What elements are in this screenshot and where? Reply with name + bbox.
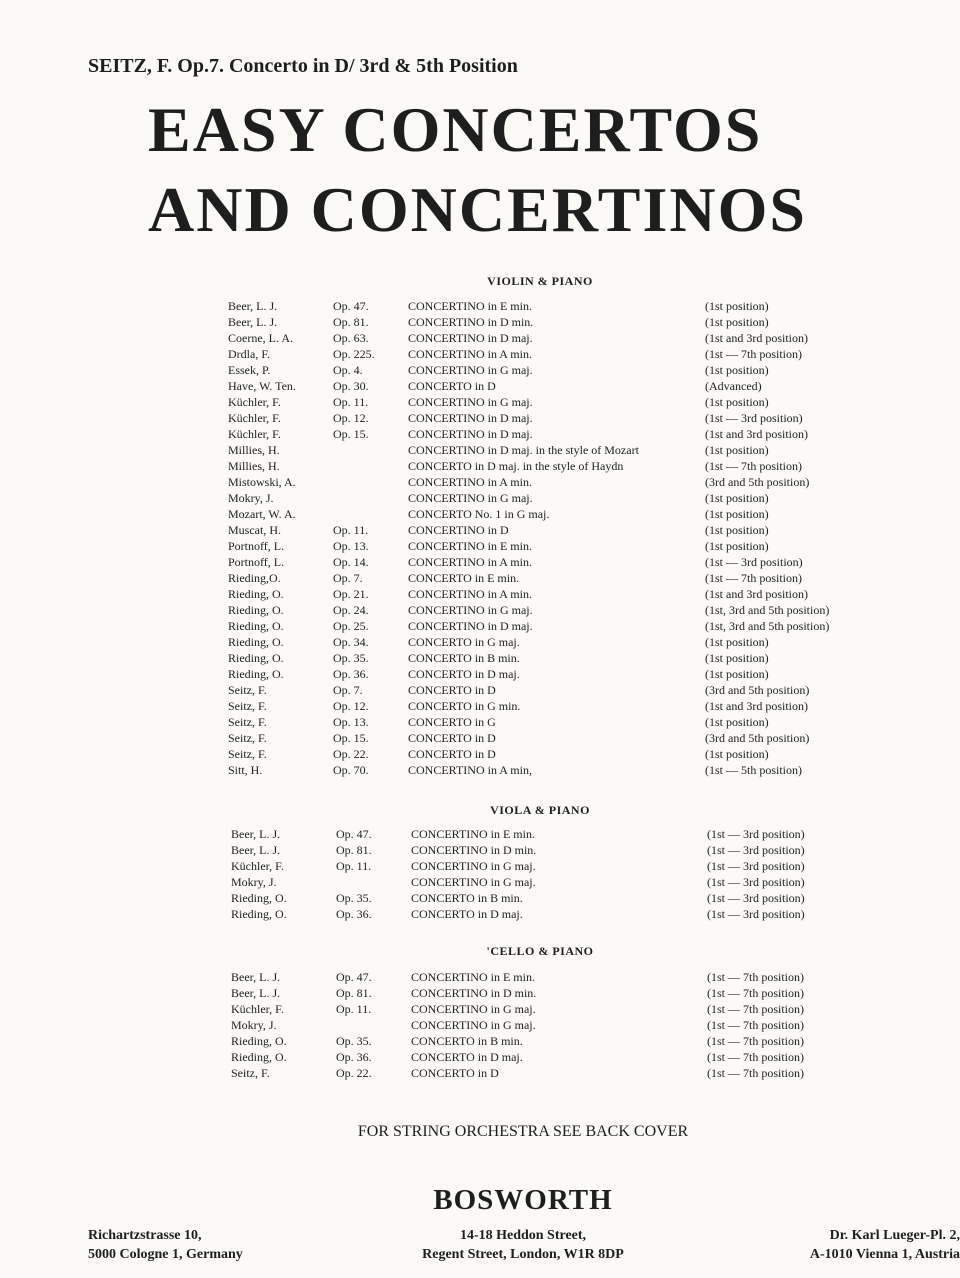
opus-number: Op. 7. (333, 683, 363, 697)
opus-number: Op. 35. (336, 1034, 372, 1048)
position-range: (1st — 7th position) (707, 1034, 805, 1048)
work-title: CONCERTINO in G maj. (408, 363, 533, 377)
position-range: (1st — 7th position) (707, 1050, 805, 1064)
composer-name: Rieding, O. (231, 1034, 287, 1048)
work-title: CONCERTO in D (408, 683, 496, 697)
composer-name: Beer, L. J. (231, 843, 281, 857)
work-title: CONCERTINO in D maj. (408, 427, 533, 441)
opus-number: Op. 47. (336, 970, 372, 984)
position-range: (1st position) (705, 523, 769, 537)
opus-number: Op. 22. (333, 747, 369, 761)
opus-number: Op. 22. (336, 1066, 372, 1080)
opus-number: Op. 11. (333, 523, 369, 537)
work-title: CONCERTO in E min. (408, 571, 520, 585)
composer-name: Mokry, J. (231, 875, 277, 889)
position-range: (1st — 7th position) (705, 571, 803, 585)
composer-name: Rieding, O. (231, 907, 287, 921)
position-range: (1st position) (705, 507, 769, 521)
opus-number: Op. 35. (336, 891, 372, 905)
work-title: CONCERTINO in E min. (411, 827, 535, 841)
catalog-row (0, 650, 960, 666)
work-title: CONCERTINO in E min. (408, 299, 532, 313)
composer-name: Mozart, W. A. (228, 507, 296, 521)
catalog-row (0, 890, 960, 906)
composer-name: Mokry, J. (228, 491, 274, 505)
position-range: (1st — 7th position) (705, 347, 803, 361)
opus-number: Op. 11. (336, 1002, 372, 1016)
catalog-row (0, 666, 960, 682)
composer-name: Have, W. Ten. (228, 379, 296, 393)
catalog-row (0, 746, 960, 762)
position-range: (1st — 3rd position) (705, 411, 803, 425)
position-range: (1st — 7th position) (707, 1066, 805, 1080)
composer-name: Küchler, F. (231, 1002, 284, 1016)
catalog-row (0, 698, 960, 714)
opus-number: Op. 47. (336, 827, 372, 841)
work-title: CONCERTO in D (408, 747, 496, 761)
position-range: (1st — 3rd position) (707, 859, 805, 873)
position-range: (1st — 7th position) (707, 1018, 805, 1032)
opus-number: Op. 63. (333, 331, 369, 345)
catalog-row (0, 714, 960, 730)
position-range: (1st position) (705, 315, 769, 329)
position-range: (1st — 7th position) (707, 970, 805, 984)
catalog-row (0, 314, 960, 330)
catalog-row (0, 394, 960, 410)
work-title: CONCERTO in G maj. (408, 635, 520, 649)
catalog-row (0, 826, 960, 842)
composer-name: Beer, L. J. (231, 986, 281, 1000)
section-heading: VIOLA & PIANO (490, 803, 590, 817)
opus-number: Op. 25. (333, 619, 369, 633)
catalog-row (0, 586, 960, 602)
composer-name: Rieding, O. (231, 891, 287, 905)
composer-name: Rieding, O. (231, 1050, 287, 1064)
work-title: CONCERTINO in D min. (411, 986, 537, 1000)
address-line: A-1010 Vienna 1, Austria (809, 1247, 960, 1262)
work-title: CONCERTINO in A min. (408, 555, 532, 569)
composer-name: Seitz, F. (231, 1066, 270, 1080)
position-range: (1st and 3rd position) (705, 699, 808, 713)
work-title: CONCERTO in G min. (408, 699, 521, 713)
composer-name: Millies, H. (228, 443, 280, 457)
work-title: CONCERTO in D maj. (411, 1050, 523, 1064)
opus-number: Op. 36. (333, 667, 369, 681)
catalog-row (0, 458, 960, 474)
work-title: CONCERTINO in A min. (408, 347, 532, 361)
composer-name: Drdla, F. (228, 347, 271, 361)
address-line: Dr. Karl Lueger-Pl. 2, (829, 1228, 960, 1243)
position-range: (1st position) (705, 299, 769, 313)
composer-name: Seitz, F. (228, 715, 267, 729)
opus-number: Op. 30. (333, 379, 369, 393)
position-range: (1st — 7th position) (707, 1002, 805, 1016)
composer-name: Beer, L. J. (228, 299, 278, 313)
position-range: (1st and 3rd position) (705, 331, 808, 345)
composer-name: Rieding, O. (228, 587, 284, 601)
opus-number: Op. 14. (333, 555, 369, 569)
work-title: CONCERTO in G (408, 715, 496, 729)
composer-name: Essek, P. (228, 363, 271, 377)
opus-number: Op. 35. (333, 651, 369, 665)
opus-number: Op. 24. (333, 603, 369, 617)
opus-number: Op. 70. (333, 763, 369, 777)
work-title: CONCERTINO in D min. (408, 315, 534, 329)
work-title: CONCERTINO in D maj. in the style of Mozart (408, 443, 639, 457)
opus-number: Op. 4. (333, 363, 363, 377)
composer-name: Beer, L. J. (228, 315, 278, 329)
composer-name: Rieding, O. (228, 619, 284, 633)
position-range: (1st position) (705, 395, 769, 409)
work-title: CONCERTO in D maj. in the style of Haydn (408, 459, 624, 473)
work-title: CONCERTINO in E min. (411, 970, 535, 984)
catalog-row (0, 298, 960, 314)
position-range: (1st position) (705, 539, 769, 553)
position-range: (1st — 3rd position) (707, 827, 805, 841)
catalog-row (0, 490, 960, 506)
composer-name: Portnoff, L. (228, 539, 285, 553)
composer-name: Mokry, J. (231, 1018, 277, 1032)
catalog-row (0, 985, 960, 1001)
opus-number: Op. 36. (336, 907, 372, 921)
work-title: CONCERTINO in G maj. (408, 603, 533, 617)
position-range: (1st and 3rd position) (705, 427, 808, 441)
work-title: CONCERTINO in A min. (408, 475, 532, 489)
orchestra-note: FOR STRING ORCHESTRA SEE BACK COVER (357, 1123, 689, 1140)
composer-name: Seitz, F. (228, 699, 267, 713)
catalog-row (0, 1049, 960, 1065)
work-title: CONCERTO in D (408, 379, 496, 393)
catalog-row (0, 730, 960, 746)
work-title: CONCERTINO in D maj. (408, 411, 533, 425)
catalog-row (0, 634, 960, 650)
address-vienna (810, 1226, 960, 1264)
catalog-row (0, 506, 960, 522)
catalog-row (0, 762, 960, 778)
work-title: CONCERTINO in G maj. (411, 875, 536, 889)
composer-name: Seitz, F. (228, 683, 267, 697)
catalog-row (0, 330, 960, 346)
catalog-row (0, 362, 960, 378)
work-title: CONCERTINO in D (408, 523, 509, 537)
position-range: (1st — 3rd position) (707, 875, 805, 889)
catalog-row (0, 906, 960, 922)
work-title: CONCERTINO in E min. (408, 539, 532, 553)
work-title: CONCERTO in D (411, 1066, 499, 1080)
composer-name: Küchler, F. (228, 411, 281, 425)
composer-name: Sitt, H. (228, 763, 263, 777)
section-heading: 'CELLO & PIANO (486, 944, 594, 958)
opus-number: Op. 11. (336, 859, 372, 873)
composer-name: Seitz, F. (228, 731, 267, 745)
work-title: CONCERTINO in G maj. (408, 491, 533, 505)
position-range: (3rd and 5th position) (705, 683, 810, 697)
position-range: (1st position) (705, 667, 769, 681)
catalog-row (0, 1001, 960, 1017)
opus-number: Op. 47. (333, 299, 369, 313)
catalog-row (0, 602, 960, 618)
composer-name: Rieding,O. (228, 571, 281, 585)
main-title-line-1: EASY CONCERTOS (148, 94, 763, 165)
catalog-row (0, 1065, 960, 1081)
main-title-line-2: AND CONCERTINOS (148, 174, 807, 245)
catalog-row (0, 682, 960, 698)
work-title: CONCERTO in D maj. (408, 667, 520, 681)
position-range: (1st — 3rd position) (707, 843, 805, 857)
catalog-row (0, 1033, 960, 1049)
position-range: (Advanced) (705, 379, 762, 393)
position-range: (1st position) (705, 747, 769, 761)
position-range: (1st position) (705, 635, 769, 649)
catalog-row (0, 842, 960, 858)
work-title: CONCERTO in B min. (408, 651, 520, 665)
composer-name: Küchler, F. (228, 395, 281, 409)
publisher-name: BOSWORTH (433, 1184, 613, 1216)
catalog-row (0, 858, 960, 874)
catalog-row (0, 426, 960, 442)
catalog-row (0, 969, 960, 985)
composer-name: Küchler, F. (228, 427, 281, 441)
opus-number: Op. 13. (333, 539, 369, 553)
position-range: (1st, 3rd and 5th position) (705, 619, 830, 633)
position-range: (1st position) (705, 443, 769, 457)
composer-name: Rieding, O. (228, 651, 284, 665)
work-title: CONCERTO No. 1 in G maj. (408, 507, 550, 521)
composer-name: Rieding, O. (228, 603, 284, 617)
position-range: (1st position) (705, 651, 769, 665)
position-range: (1st and 3rd position) (705, 587, 808, 601)
work-title: CONCERTO in D maj. (411, 907, 523, 921)
position-range: (1st position) (705, 715, 769, 729)
composer-name: Rieding, O. (228, 635, 284, 649)
composer-name: Portnoff, L. (228, 555, 285, 569)
catalog-row (0, 874, 960, 890)
address-line: Richartzstrasse 10, (88, 1228, 202, 1243)
address-line: 14-18 Heddon Street, (459, 1228, 587, 1243)
opus-number: Op. 7. (333, 571, 363, 585)
position-range: (1st — 7th position) (707, 986, 805, 1000)
opus-number: Op. 21. (333, 587, 369, 601)
work-title: CONCERTINO in D min. (411, 843, 537, 857)
opus-number: Op. 12. (333, 699, 369, 713)
catalog-row (0, 410, 960, 426)
work-title: CONCERTINO in D maj. (408, 331, 533, 345)
position-range: (3rd and 5th position) (705, 475, 810, 489)
series-line: SEITZ, F. Op.7. Concerto in D/ 3rd & 5th Position (88, 55, 518, 77)
composer-name: Küchler, F. (231, 859, 284, 873)
position-range: (1st position) (705, 363, 769, 377)
composer-name: Seitz, F. (228, 747, 267, 761)
work-title: CONCERTINO in A min. (408, 587, 532, 601)
work-title: CONCERTINO in A min, (408, 763, 532, 777)
work-title: CONCERTO in B min. (411, 1034, 523, 1048)
opus-number: Op. 81. (336, 843, 372, 857)
catalog-row (0, 474, 960, 490)
opus-number: Op. 11. (333, 395, 369, 409)
position-range: (1st — 5th position) (705, 763, 803, 777)
catalog-row (0, 554, 960, 570)
catalog-row (0, 538, 960, 554)
work-title: CONCERTINO in D maj. (408, 619, 533, 633)
opus-number: Op. 81. (333, 315, 369, 329)
address-line: 5000 Cologne 1, Germany (88, 1247, 243, 1262)
work-title: CONCERTO in D (408, 731, 496, 745)
catalog-row (0, 522, 960, 538)
catalog-row (0, 570, 960, 586)
catalog-row (0, 378, 960, 394)
address-line: Regent Street, London, W1R 8DP (422, 1247, 624, 1262)
position-range: (3rd and 5th position) (705, 731, 810, 745)
opus-number: Op. 15. (333, 731, 369, 745)
catalog-row (0, 618, 960, 634)
catalog-row (0, 346, 960, 362)
opus-number: Op. 12. (333, 411, 369, 425)
opus-number: Op. 225. (333, 347, 375, 361)
work-title: CONCERTO in B min. (411, 891, 523, 905)
work-title: CONCERTINO in G maj. (411, 1002, 536, 1016)
composer-name: Beer, L. J. (231, 970, 281, 984)
composer-name: Coerne, L. A. (228, 331, 293, 345)
position-range: (1st — 7th position) (705, 459, 803, 473)
opus-number: Op. 36. (336, 1050, 372, 1064)
catalog-row (0, 442, 960, 458)
work-title: CONCERTINO in G maj. (408, 395, 533, 409)
opus-number: Op. 15. (333, 427, 369, 441)
work-title: CONCERTINO in G maj. (411, 1018, 536, 1032)
opus-number: Op. 34. (333, 635, 369, 649)
composer-name: Muscat, H. (228, 523, 281, 537)
position-range: (1st — 3rd position) (707, 907, 805, 921)
composer-name: Mistowski, A. (228, 475, 296, 489)
opus-number: Op. 81. (336, 986, 372, 1000)
section-heading: VIOLIN & PIANO (487, 274, 593, 288)
composer-name: Rieding, O. (228, 667, 284, 681)
composer-name: Beer, L. J. (231, 827, 281, 841)
catalog-row (0, 1017, 960, 1033)
opus-number: Op. 13. (333, 715, 369, 729)
position-range: (1st — 3rd position) (705, 555, 803, 569)
position-range: (1st — 3rd position) (707, 891, 805, 905)
work-title: CONCERTINO in G maj. (411, 859, 536, 873)
composer-name: Millies, H. (228, 459, 280, 473)
position-range: (1st, 3rd and 5th position) (705, 603, 830, 617)
position-range: (1st position) (705, 491, 769, 505)
